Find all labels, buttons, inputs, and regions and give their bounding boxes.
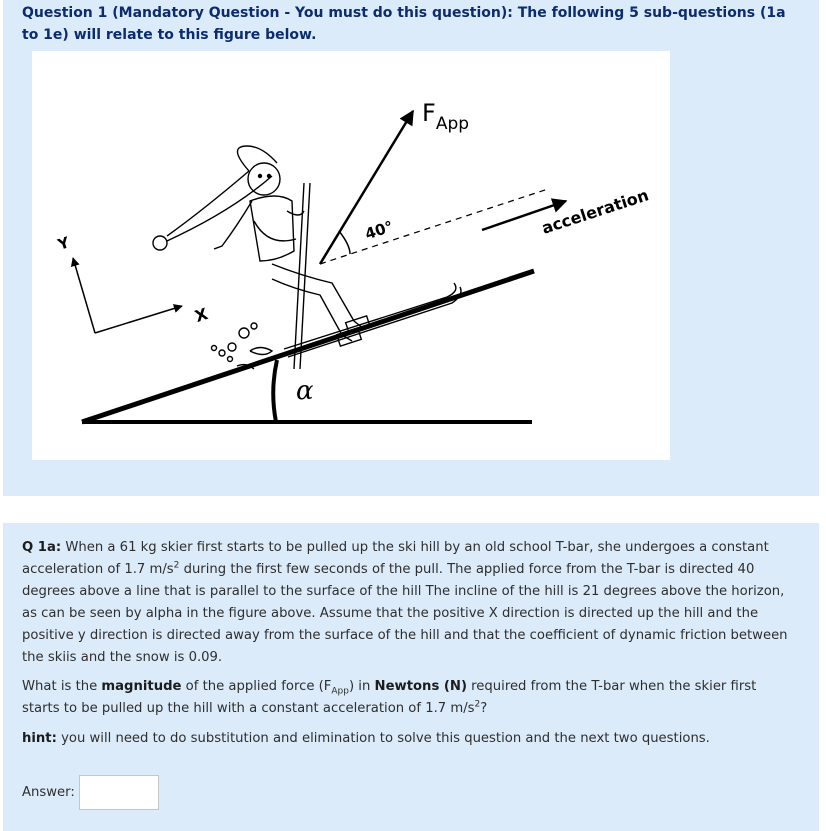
y-axis-arrow	[73, 258, 95, 333]
applied-force-arrow	[320, 111, 413, 264]
skier-incline-diagram	[32, 51, 670, 460]
x-axis-arrow	[95, 306, 182, 333]
incline-angle-arc	[273, 360, 277, 422]
acceleration-label: acceleration	[539, 185, 651, 238]
force-angle-arc	[339, 231, 350, 254]
skier-illustration	[153, 146, 461, 369]
y-axis-label: Y	[55, 233, 72, 254]
x-axis-label: X	[192, 304, 211, 327]
hint-label: hint:	[22, 731, 57, 746]
question-ask: What is the magnitude of the applied force $(F_{App})$ in Newtons (N) required from the T-bar when the skier first starts to be pulled up the hill with a constant acceleration of 1.7 $m/s^2$?	[22, 679, 757, 716]
reference-dashed-line	[320, 189, 548, 264]
question-text-part2: during the first few seconds of the pull. The applied force from the T-bar is directed 40 degrees above a line that is parallel to the surface of the hill The incline of the hill is 21 degrees above the horizon, as can be seen by alpha in the figure above. Assume that the positive X direction is directed up the hill and the positive y direction is directed away from the surface of the hill and that the coefficient of dynamic friction between the skiis and the snow is 0.09.	[22, 562, 788, 665]
physics-figure	[32, 51, 670, 460]
question-label: Q 1a:	[22, 540, 62, 555]
answer-input[interactable]	[79, 775, 159, 810]
question-text-part1: When a 61 kg skier first starts to be pulled up the ski hill by an old school T-bar, she undergoes a constant acceleration of 1.7 m/s	[22, 540, 769, 577]
incline-angle-label: α	[296, 376, 314, 406]
applied-force-label: $F_{App}$	[422, 99, 470, 134]
question-title: Question 1 (Mandatory Question - You must do this question): The following 5 sub-questions (1a to 1e) will relate to this figure below.	[22, 5, 786, 43]
answer-label: Answer:	[22, 785, 75, 800]
hint-text: hint: you will need to do substitution and elimination to solve this question and the next two questions.	[22, 731, 710, 746]
units-superscript: 2	[173, 560, 180, 571]
question-text	[22, 537, 798, 669]
force-angle-label: 40°	[362, 217, 396, 244]
